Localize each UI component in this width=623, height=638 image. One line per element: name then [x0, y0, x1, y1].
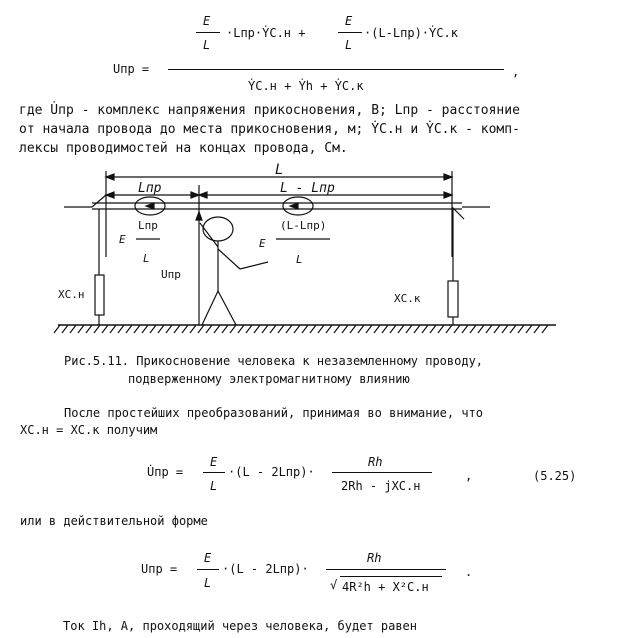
formula-top-term2: ·(L-Lпр)·ẎС.к [364, 26, 458, 40]
f525-middle: ·(L - 2Lпр)· [228, 465, 315, 479]
left-frac-den: L [143, 252, 150, 265]
ground-hatch-stroke [110, 325, 116, 333]
dim-arrow-sub-right [444, 192, 452, 198]
ground-hatch-stroke [430, 325, 436, 333]
formula-top-term1: ·Lпр·ẎС.н + [226, 26, 306, 40]
ground-hatch-stroke [174, 325, 180, 333]
ground-hatch-stroke [478, 325, 484, 333]
freal-dot: . [465, 565, 473, 579]
formula-top-e2: E [345, 14, 353, 28]
ground-hatch-stroke [390, 325, 396, 333]
f525-frac2-bar [332, 472, 432, 473]
ground-hatch-stroke [150, 325, 156, 333]
ground-hatch-stroke [70, 325, 76, 333]
freal-frac1-bar [197, 569, 219, 570]
ground-hatch-stroke [246, 325, 252, 333]
ground-hatch-stroke [142, 325, 148, 333]
ground-hatch-stroke [126, 325, 132, 333]
voltage-arrow-head [196, 212, 202, 220]
ground-hatch-stroke [278, 325, 284, 333]
ground-hatch-stroke [446, 325, 452, 333]
ground-hatch-stroke [510, 325, 516, 333]
formula-top-frac2-bar [338, 32, 362, 33]
person-arm-right [218, 249, 240, 269]
ground-hatch-stroke [414, 325, 420, 333]
explanation-line-2: от начала провода до места прикосновения, м; ẎС.н и ẎС.к - комп- [19, 122, 520, 137]
ground-hatch-stroke [350, 325, 356, 333]
dim-arrow-L-right [444, 174, 452, 180]
ground-hatch-stroke [238, 325, 244, 333]
ground-hatch-stroke [190, 325, 196, 333]
ground-hatch-stroke [494, 325, 500, 333]
right-frac-den: L [296, 253, 303, 266]
person-leg-left [202, 291, 218, 325]
ground-hatch-stroke [222, 325, 228, 333]
ground-hatch-stroke [398, 325, 404, 333]
ground-hatch-stroke [374, 325, 380, 333]
formula-top-main-bar [168, 69, 504, 70]
para2-line-2: XС.н = XС.к получим [20, 423, 158, 437]
resistor-right [448, 281, 458, 317]
caption-line-2: подверженному электромагнитному влиянию [128, 372, 410, 386]
label-Xcn: XС.н [58, 288, 85, 301]
formula-top-comma: , [512, 65, 520, 79]
ground-hatch-stroke [486, 325, 492, 333]
ground-hatch-stroke [534, 325, 540, 333]
ground-hatch-stroke [86, 325, 92, 333]
f525-e: E [210, 455, 218, 469]
formula-top-e1: E [203, 14, 211, 28]
ground-hatch-stroke [134, 325, 140, 333]
freal-l: L [204, 576, 212, 590]
label-Upr: Uпр [161, 268, 181, 281]
ground-hatch-stroke [326, 325, 332, 333]
ground-hatch-stroke [470, 325, 476, 333]
ground-hatch-stroke [462, 325, 468, 333]
figure-diagram [0, 162, 623, 505]
label-Lpr-top: Lпр [138, 181, 162, 196]
formula-top-denominator: ẎС.н + Ẏh + ẎС.к [248, 79, 364, 93]
label-L-top: L [275, 162, 284, 178]
formula-top-l1: L [203, 38, 211, 52]
ground-hatch-stroke [382, 325, 388, 333]
ground-hatch-stroke [230, 325, 236, 333]
left-frac-num: Lпр [138, 219, 158, 232]
para2-line-1: После простейших преобразований, принимая во внимание, что [64, 406, 484, 420]
label-L-minus-Lpr: L - Lпр [280, 181, 335, 196]
current-arrow-left [146, 203, 154, 209]
ground-hatch-stroke [334, 325, 340, 333]
ground-hatch-stroke [302, 325, 308, 333]
ground-hatch-stroke [198, 325, 204, 333]
freal-frac2-bar [326, 569, 446, 570]
formula-top-frac1-bar [196, 32, 220, 33]
ground-hatch-stroke [318, 325, 324, 333]
freal-den: 4R²h + X²С.н [342, 580, 429, 594]
dim-arrow-sub-mid-right [199, 192, 207, 198]
ground-hatch-stroke [406, 325, 412, 333]
f525-rh: Rh [368, 455, 383, 469]
ground-hatch-stroke [422, 325, 428, 333]
person-hand-right [240, 262, 268, 269]
freal-radical-bar [340, 576, 442, 577]
f525-comma: , [465, 469, 473, 483]
ground-hatch-stroke [270, 325, 276, 333]
f525-lhs: U̇пр = [147, 465, 184, 479]
ground-hatch-stroke [102, 325, 108, 333]
ground-hatch-stroke [94, 325, 100, 333]
ground-hatch-stroke [214, 325, 220, 333]
paragraph-4: Ток Ih, А, проходящий через человека, будет равен [63, 619, 418, 633]
ground-hatch-stroke [206, 325, 212, 333]
ground-hatch-stroke [342, 325, 348, 333]
caption-line-1: Рис.5.11. Прикосновение человека к незаземленному проводу, [64, 354, 484, 368]
ground-hatch-stroke [262, 325, 268, 333]
f525-frac1-bar [203, 472, 225, 473]
person-leg-right [218, 291, 236, 325]
ground-hatch-stroke [502, 325, 508, 333]
dim-arrow-sub-left [106, 192, 114, 198]
person-head [203, 217, 233, 241]
ground-hatch-stroke [286, 325, 292, 333]
dim-arrow-L-left [106, 174, 114, 180]
freal-lhs: Uпр = [141, 562, 178, 576]
ground-hatch-stroke [366, 325, 372, 333]
ground-hatch-stroke [254, 325, 260, 333]
ground-hatch-stroke [518, 325, 524, 333]
ground-hatch-stroke [310, 325, 316, 333]
ground-hatch-stroke [62, 325, 68, 333]
freal-middle: ·(L - 2Lпр)· [222, 562, 309, 576]
formula-top-lhs: Uпр = [113, 62, 150, 76]
explanation-line-1: где U̇пр - комплекс напряжения прикосновения, В; Lпр - расстояние [19, 103, 520, 118]
ground-hatch-stroke [526, 325, 532, 333]
ground-hatch-stroke [54, 325, 60, 333]
resistor-left [95, 275, 104, 315]
switch-left [92, 195, 106, 207]
ground-hatch-stroke [438, 325, 444, 333]
current-arrow-right [290, 203, 298, 209]
person-arm-left [200, 223, 218, 247]
f525-number: (5.25) [533, 469, 577, 483]
formula-top-l2: L [345, 38, 353, 52]
f525-l: L [210, 479, 218, 493]
paragraph-3: или в действительной форме [20, 514, 208, 528]
right-frac-num: (L-Lпр) [280, 219, 327, 232]
freal-radical-sign: √ [330, 578, 338, 592]
ground-hatch-stroke [78, 325, 84, 333]
ground-hatch-stroke [294, 325, 300, 333]
ground-hatch-stroke [166, 325, 172, 333]
freal-e: E [204, 551, 212, 565]
ground-hatch-stroke [542, 325, 548, 333]
ground-hatch-stroke [182, 325, 188, 333]
ground-hatch-stroke [454, 325, 460, 333]
ground-hatch-stroke [158, 325, 164, 333]
freal-rh: Rh [367, 551, 382, 565]
explanation-line-3: лексы проводимостей на концах провода, См. [19, 141, 348, 156]
ground-hatch-stroke [118, 325, 124, 333]
f525-den: 2Rh - jXС.н [341, 479, 421, 493]
label-Xck: XС.к [394, 292, 421, 305]
ground-hatching [54, 325, 548, 333]
ground-hatch-stroke [358, 325, 364, 333]
right-frac-E: E [259, 237, 266, 250]
left-frac-E: E [119, 233, 126, 246]
